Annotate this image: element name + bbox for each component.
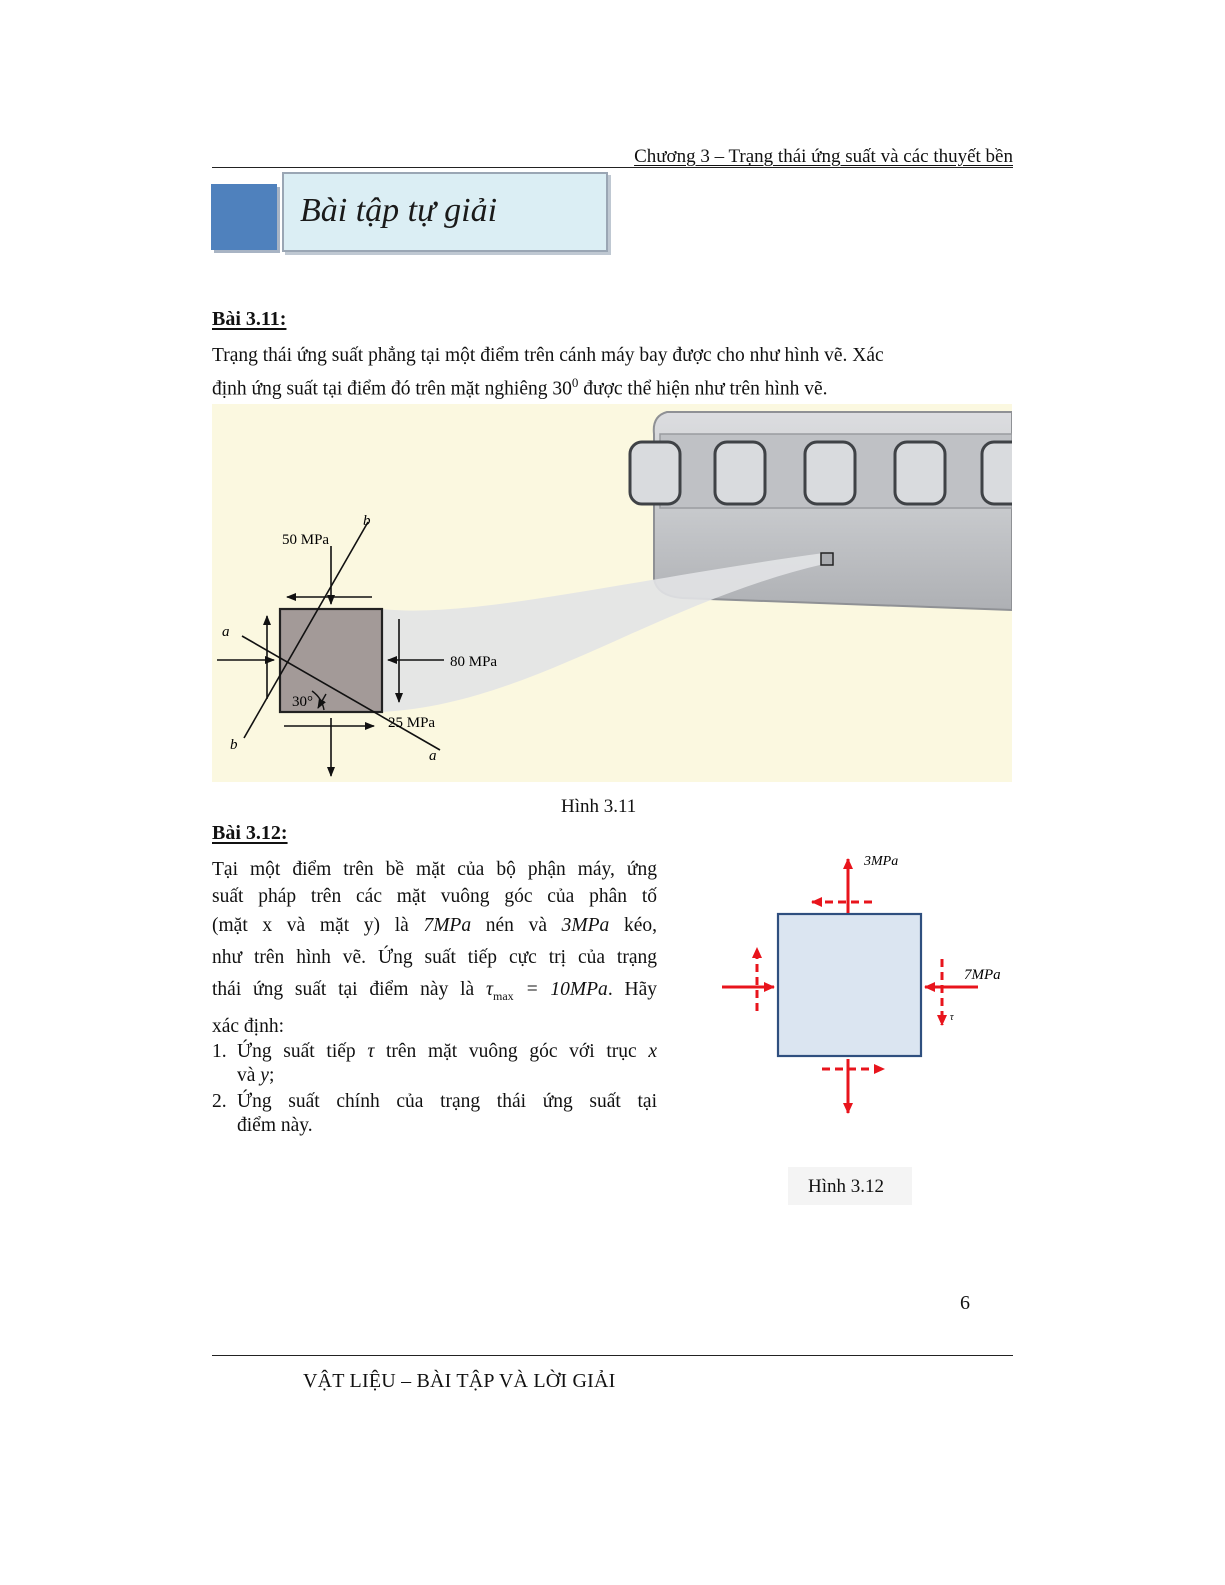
banner-block bbox=[211, 184, 277, 250]
figure-3-12-caption: Hình 3.12 bbox=[808, 1176, 884, 1197]
figure-3-12-caption-box bbox=[788, 1167, 912, 1205]
problem-12-line3-c: kéo, bbox=[609, 915, 658, 936]
problem-12-line3-b: nén và bbox=[471, 915, 562, 936]
problem-12-line4: như trên hình vẽ. Ứng suất tiếp cực trị của trạng bbox=[212, 947, 657, 968]
label-7mpa: 7MPa bbox=[964, 967, 1001, 983]
problem-12-line3-a: (mặt x và mặt y) là bbox=[212, 915, 424, 936]
point-marker bbox=[821, 553, 833, 565]
problem-12-line6: xác định: bbox=[212, 1015, 285, 1037]
list-item-1-b: trên mặt vuông góc với trục bbox=[374, 1041, 649, 1062]
label-25-mpa: 25 MPa bbox=[388, 715, 436, 731]
window-5 bbox=[982, 442, 1012, 504]
list-item-2-line1: Ứng suất chính của trạng thái ứng suất tại bbox=[237, 1091, 657, 1112]
problem-11-text bbox=[212, 342, 993, 403]
problem-11-line2 bbox=[212, 369, 993, 403]
tau-symbol: τ bbox=[486, 979, 493, 1000]
problem-11-line1: Trạng thái ứng suất phẳng tại một điểm trên cánh máy bay được cho như hình vẽ. Xác bbox=[212, 345, 884, 366]
label-3mpa: 3MPa bbox=[864, 854, 899, 869]
list-item-1-d: ; bbox=[268, 1065, 275, 1086]
figure-3-12 bbox=[712, 845, 1022, 1125]
list-item-1-tau: τ bbox=[367, 1041, 375, 1062]
label-a-bottom: a bbox=[429, 748, 437, 764]
header-rule bbox=[212, 167, 1013, 168]
list-item-1-y: y bbox=[260, 1065, 269, 1086]
element-square bbox=[778, 914, 921, 1056]
problem-12-line2: suất pháp trên các mặt vuông góc của phân tố bbox=[212, 886, 657, 907]
problem-11-line2-before: định ứng suất tại điểm đó trên mặt nghiêng 30 bbox=[212, 378, 572, 400]
label-80-mpa: 80 MPa bbox=[450, 654, 498, 670]
figure-3-11-caption: Hình 3.11 bbox=[561, 796, 637, 817]
section-title: Bài tập tự giải bbox=[300, 192, 498, 229]
problem-12-line5-b: . Hãy bbox=[607, 979, 657, 1000]
section-banner bbox=[210, 172, 610, 254]
list-item-2-number: 2. bbox=[212, 1091, 227, 1112]
problem-12-heading: Bài 3.12: bbox=[212, 822, 288, 844]
footer-book-title: VẬT LIỆU – BÀI TẬP VÀ LỜI GIẢI bbox=[303, 1370, 616, 1392]
window-2 bbox=[715, 442, 765, 504]
window-3 bbox=[805, 442, 855, 504]
label-a-top: a bbox=[222, 624, 230, 640]
list-item-1-line1 bbox=[237, 1040, 657, 1064]
footer-rule bbox=[212, 1355, 1013, 1356]
list-item-1-x: x bbox=[648, 1041, 657, 1062]
value-3mpa: 3MPa bbox=[561, 915, 610, 936]
label-tau: τ bbox=[950, 1012, 954, 1023]
figure-3-11 bbox=[212, 404, 1012, 782]
label-b-top: b bbox=[363, 513, 371, 529]
problem-12-line5-a: thái ứng suất tại điểm này là bbox=[212, 979, 486, 1000]
problem-11-heading: Bài 3.11: bbox=[212, 308, 287, 330]
list-item-1-a: Ứng suất tiếp bbox=[237, 1041, 368, 1062]
value-7mpa: 7MPa bbox=[423, 915, 472, 936]
label-50-mpa: 50 MPa bbox=[282, 532, 330, 548]
problem-12-line3 bbox=[212, 910, 657, 942]
label-b-bottom: b bbox=[230, 737, 238, 753]
list-item-1 bbox=[212, 1040, 657, 1088]
list-item-1-number: 1. bbox=[212, 1041, 227, 1062]
window-1 bbox=[630, 442, 680, 504]
tau-subscript: max bbox=[492, 988, 514, 1003]
problem-12-line5 bbox=[212, 974, 657, 1012]
page-number: 6 bbox=[960, 1292, 970, 1314]
tau-max-value: = 10MPa bbox=[513, 979, 608, 1000]
window-4 bbox=[895, 442, 945, 504]
problem-11-line2-after: được thể hiện như trên hình vẽ. bbox=[578, 378, 828, 400]
label-angle: 30° bbox=[292, 694, 313, 710]
banner-label-box bbox=[282, 172, 608, 252]
list-item-1-c: và bbox=[237, 1065, 261, 1086]
list-item-2-line2: điểm này. bbox=[237, 1115, 313, 1136]
list-item-2 bbox=[212, 1090, 657, 1138]
degree-superscript: 0 bbox=[571, 375, 579, 390]
problem-12-line1: Tại một điểm trên bề mặt của bộ phận máy, ứng bbox=[212, 859, 657, 880]
chapter-header: Chương 3 – Trạng thái ứng suất và các thuyết bền bbox=[634, 146, 1013, 167]
problem-12-list bbox=[212, 1040, 657, 1138]
list-item-1-line2 bbox=[237, 1064, 657, 1088]
problem-12-text bbox=[212, 856, 657, 1042]
